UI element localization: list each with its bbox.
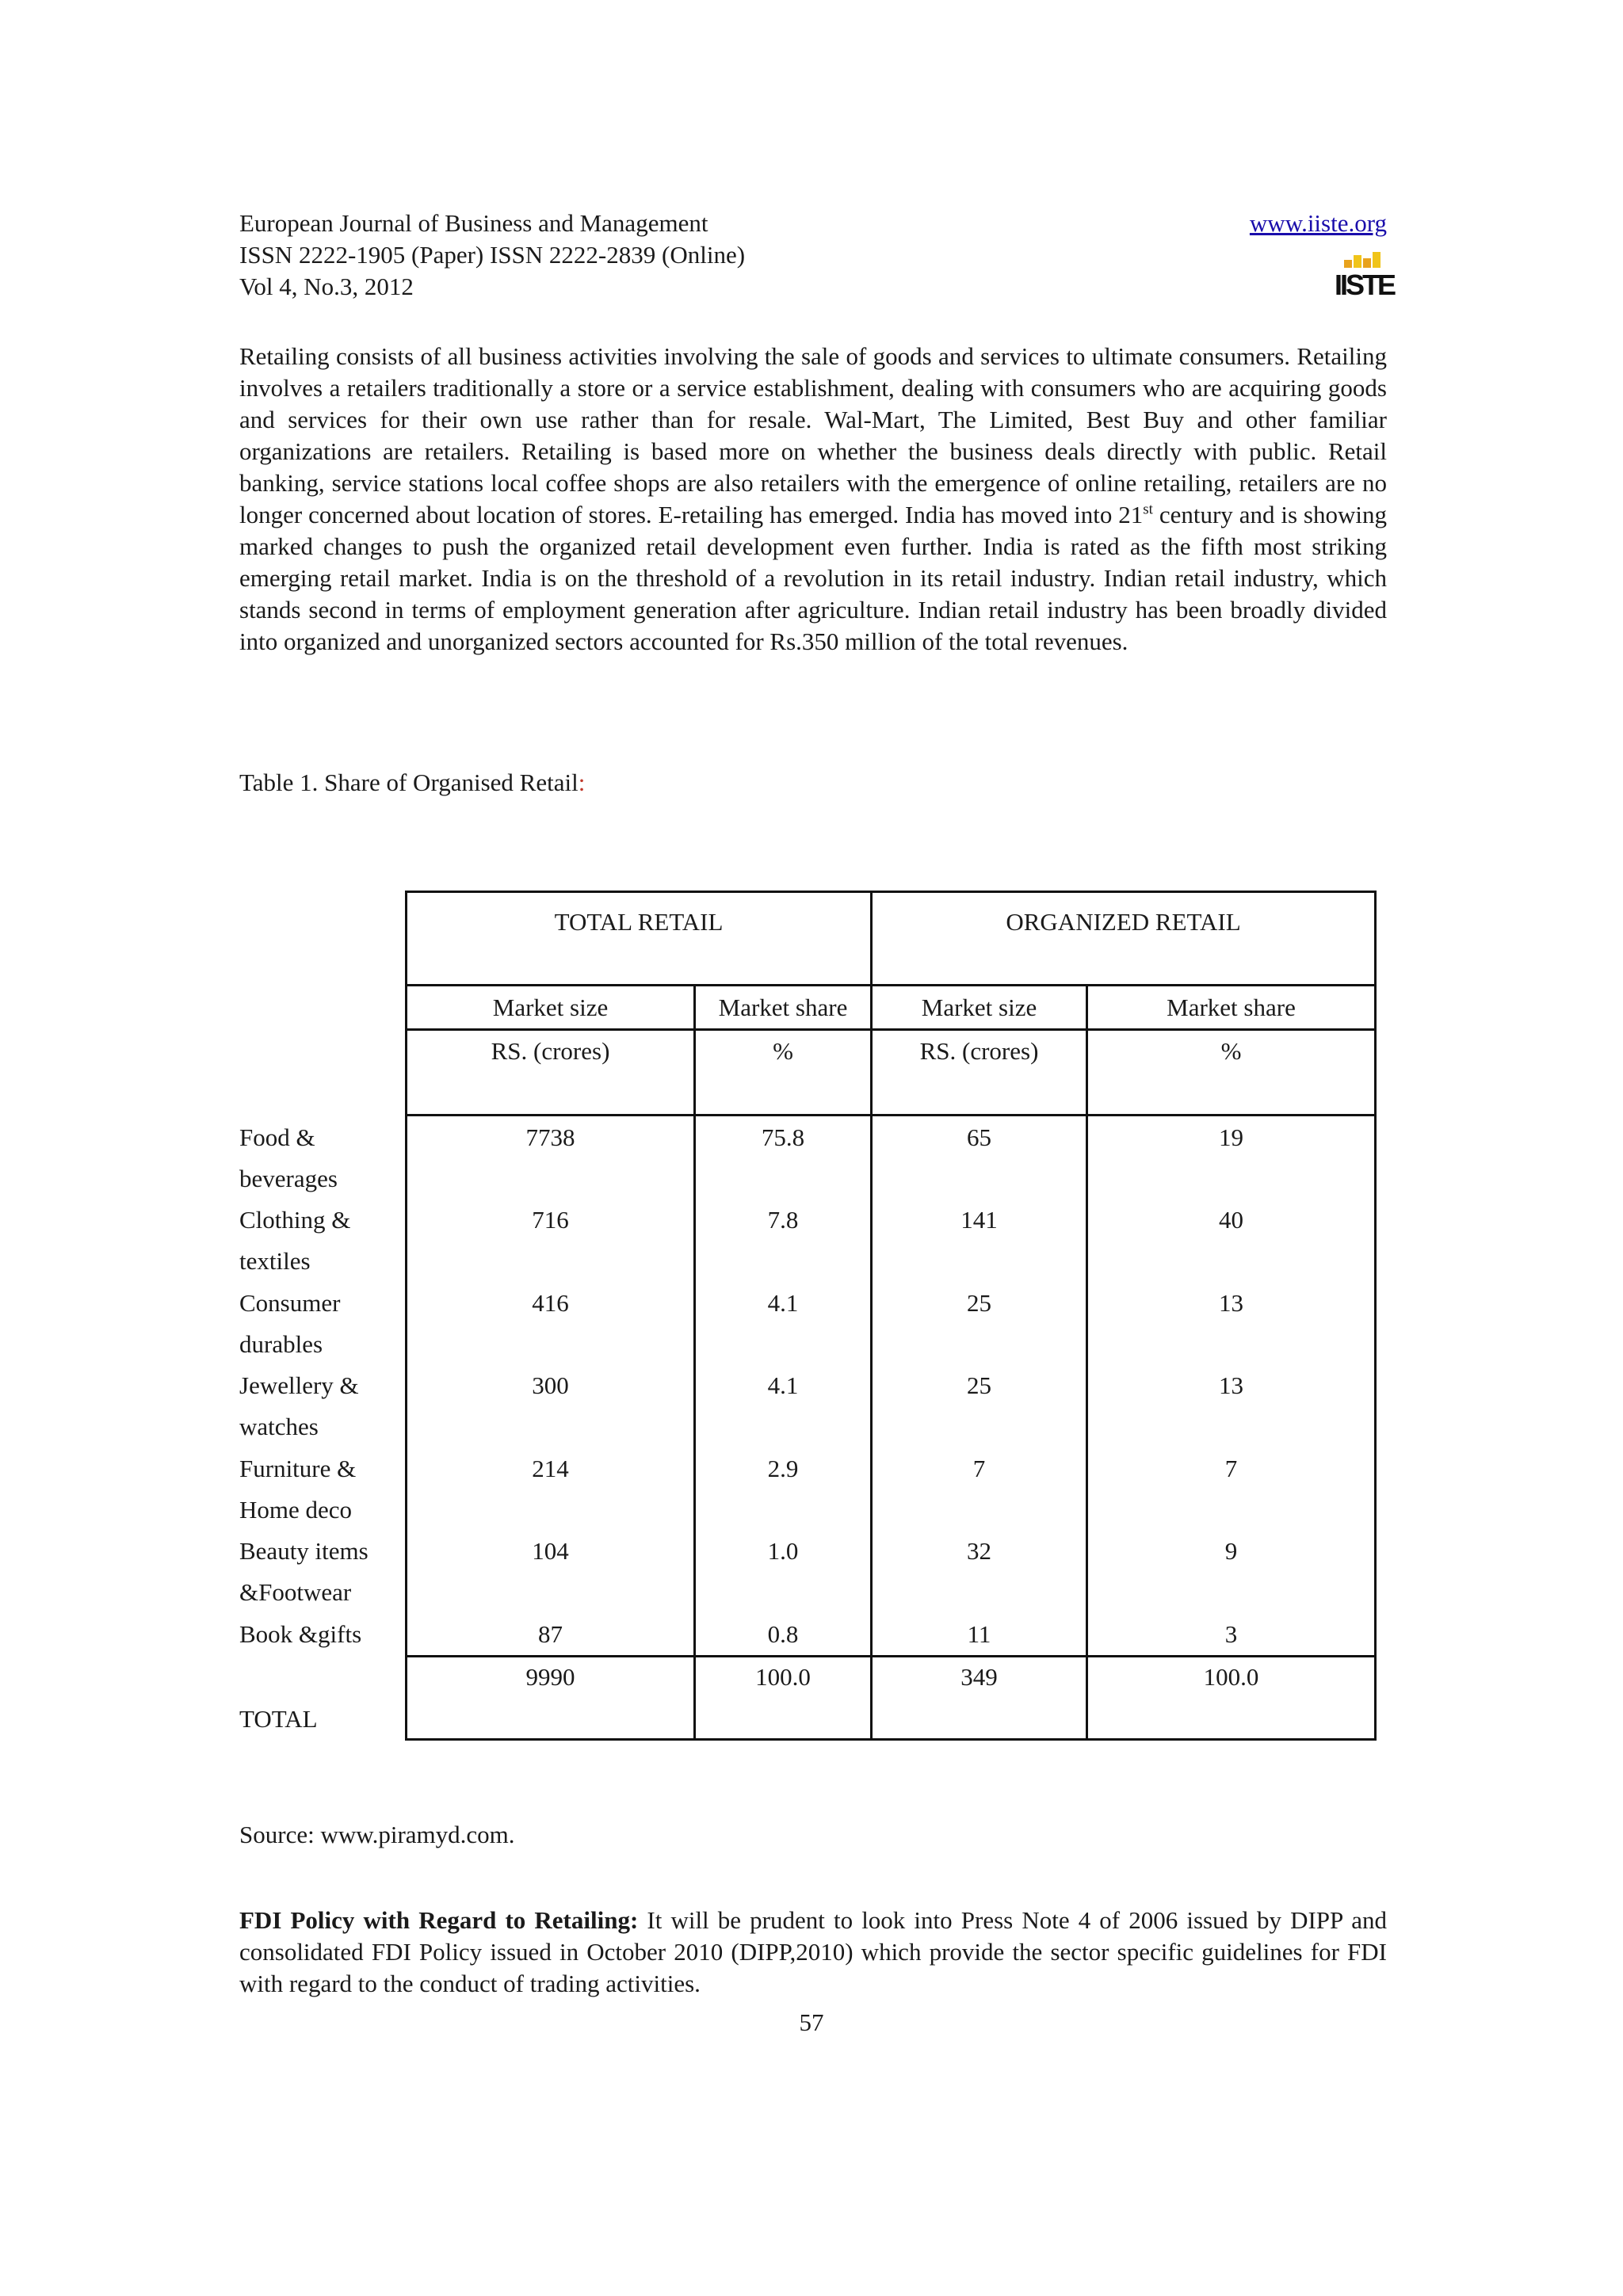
iiste-logo (1335, 250, 1395, 303)
cell-jewellery-org-size: 25 (967, 1371, 991, 1399)
page-number: 57 (799, 2008, 824, 2036)
cell-jewellery-total-size: 300 (532, 1371, 569, 1399)
fdi-paragraph (239, 1905, 1387, 2000)
cell-total-org-size: 349 (960, 1663, 998, 1691)
intro-superscript: st (1143, 501, 1153, 518)
cell-beauty-org-size: 32 (967, 1537, 991, 1565)
table-top-border (405, 891, 1377, 893)
cell-consumer-total-size: 416 (532, 1289, 569, 1317)
row-label-consumer-2: durables (239, 1330, 323, 1358)
table-right-border (1374, 891, 1377, 1741)
cell-clothing-org-share: 40 (1219, 1206, 1243, 1234)
row-label-furniture: Furniture & (239, 1455, 357, 1482)
row-label-food: Food & (239, 1123, 315, 1151)
fdi-text: It will be prudent to look into Press Note 4 of 2006 issued by DIPP and consolidated FDI Policy issued in October 2010 (DIPP,2010) which provide the sector specific guidelines for FDI with regard to the conduct of trading activities. (239, 1906, 1387, 1997)
logo-bars-icon (1339, 250, 1387, 268)
table-source: Source: www.piramyd.com. (239, 1821, 515, 1848)
cell-food-total-share: 75.8 (761, 1123, 805, 1151)
journal-header (239, 208, 1395, 311)
cell-books-total-size: 87 (538, 1620, 563, 1648)
table-header-bottom-border (405, 1114, 1377, 1116)
row-label-clothing-2: textiles (239, 1247, 311, 1275)
intro-text-part2: century and is showing marked changes to push the organized retail development even further. India is rated as the fifth most striking emerging retail market. India is on the threshold of a revolution in its retail industry. Indian retail industry, which stands second in terms of employment generation after agriculture. Indian retail industry has been broadly divided into organized and unorganized sectors accounted for Rs.350 million of the total revenues. (239, 501, 1387, 655)
header-organized-retail: ORGANIZED RETAIL (1006, 908, 1241, 936)
cell-clothing-total-share: 7.8 (767, 1206, 799, 1234)
journal-issn: ISSN 2222-1905 (Paper) ISSN 2222-2839 (Online) (239, 241, 746, 269)
table-caption-text: Table 1. Share of Organised Retail (239, 769, 579, 796)
journal-title: European Journal of Business and Management (239, 209, 708, 237)
colhead-4-line2: % (1220, 1037, 1242, 1065)
cell-furniture-org-size: 7 (972, 1455, 986, 1482)
cell-clothing-org-size: 141 (960, 1206, 998, 1234)
cell-beauty-total-size: 104 (532, 1537, 569, 1565)
table-caption (239, 767, 585, 799)
logo-text: IISTE (1335, 269, 1395, 301)
header-total-retail: TOTAL RETAIL (554, 908, 724, 936)
row-label-consumer: Consumer (239, 1289, 341, 1317)
row-label-beauty-2: &Footwear (239, 1578, 352, 1606)
colhead-3-line2: RS. (crores) (919, 1037, 1039, 1065)
row-label-beauty: Beauty items (239, 1537, 369, 1565)
journal-volume: Vol 4, No.3, 2012 (239, 273, 414, 300)
cell-consumer-total-share: 4.1 (767, 1289, 799, 1317)
cell-clothing-total-size: 716 (532, 1206, 569, 1234)
table-group-bottom-border (405, 984, 1377, 986)
cell-furniture-total-share: 2.9 (767, 1455, 799, 1482)
cell-food-total-size: 7738 (525, 1123, 575, 1151)
fdi-heading: FDI Policy with Regard to Retailing: (239, 1906, 639, 1934)
cell-books-total-share: 0.8 (767, 1620, 799, 1648)
table-subheader-line (405, 1028, 1377, 1031)
row-label-food-2: beverages (239, 1165, 338, 1192)
cell-books-org-share: 3 (1224, 1620, 1238, 1648)
table-total-top-border (405, 1655, 1377, 1657)
cell-beauty-total-share: 1.0 (767, 1537, 799, 1565)
cell-total-org-share: 100.0 (1203, 1663, 1259, 1691)
row-label-total: TOTAL (239, 1705, 318, 1733)
website-link[interactable]: www.iiste.org (1249, 209, 1387, 237)
cell-consumer-org-share: 13 (1219, 1289, 1243, 1317)
table-bottom-border (405, 1738, 1377, 1741)
colhead-1-line2: RS. (crores) (491, 1037, 610, 1065)
intro-text-part1: Retailing consists of all business activities involving the sale of goods and services to ultimate consumers. Retailing involves a retailers traditionally a store or a service establishment, dealing with consumers who are acquiring goods and services for their own use rather than for resale. Wal-Mart, The Limited, Best Buy and other familiar organizations are retailers. Retailing is based more on whether the business deals directly with public. Retail banking, service stations local coffee shops are also retailers with the emergence of online retailing, retailers are no longer concerned about location of stores. E-retailing has emerged. India has moved into 21 (239, 342, 1387, 528)
cell-total-total-size: 9990 (525, 1663, 575, 1691)
colhead-4-line1: Market share (1167, 994, 1296, 1021)
cell-jewellery-total-share: 4.1 (767, 1371, 799, 1399)
cell-food-org-share: 19 (1219, 1123, 1243, 1151)
colhead-2-line1: Market share (718, 994, 848, 1021)
colhead-1-line1: Market size (492, 994, 609, 1021)
cell-consumer-org-size: 25 (967, 1289, 991, 1317)
row-label-clothing: Clothing & (239, 1206, 351, 1234)
row-label-furniture-2: Home deco (239, 1496, 353, 1524)
cell-food-org-size: 65 (967, 1123, 991, 1151)
colhead-2-line2: % (773, 1037, 793, 1065)
cell-beauty-org-share: 9 (1224, 1537, 1238, 1565)
cell-furniture-org-share: 7 (1224, 1455, 1238, 1482)
cell-books-org-size: 11 (967, 1620, 991, 1648)
row-label-books: Book &gifts (239, 1620, 362, 1648)
colhead-3-line1: Market size (921, 994, 1037, 1021)
intro-paragraph (239, 341, 1387, 658)
table-caption-colon: : (578, 769, 586, 796)
cell-furniture-total-size: 214 (532, 1455, 569, 1482)
cell-total-total-share: 100.0 (755, 1663, 811, 1691)
row-label-jewellery: Jewellery & (239, 1371, 359, 1399)
row-label-jewellery-2: watches (239, 1413, 319, 1440)
cell-jewellery-org-share: 13 (1219, 1371, 1243, 1399)
